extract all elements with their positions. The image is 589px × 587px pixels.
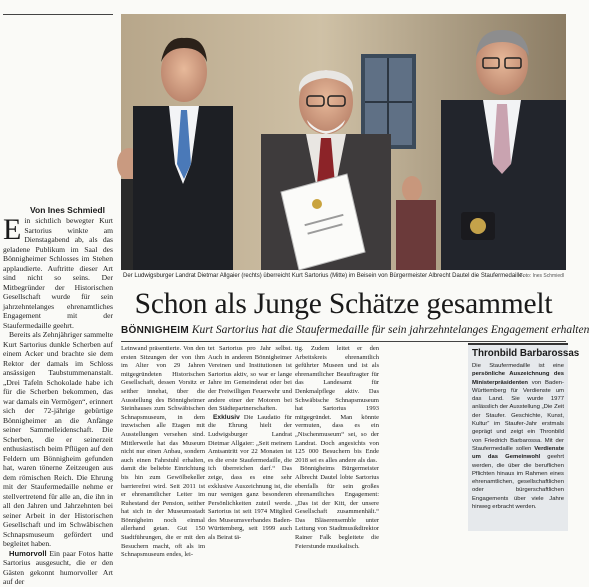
info-box-text	[472, 362, 564, 511]
top-rule	[3, 14, 113, 15]
photo-credit: Foto: Ines Schmiedl	[519, 273, 564, 279]
left-article-column	[0, 0, 116, 586]
column-2-text: tet Sartorius pro Jahr selbst. Auch in anderen Bönnigheimer Vereinen und Institutionen ist Sartorius aktiv, so war er lange Jahre im Gemeinderat oder bei der Freiwilligen Feuerwehr und andere einer der Motoren bei den Städtepartnerschaften.	[208, 345, 292, 413]
info-box-bold-1: persönliche Auszeichnung des Ministerpräsidenten	[472, 371, 564, 386]
photo-caption	[121, 270, 566, 282]
column-3-text: tig. Zudem leitet er den Arbeitskreis ehrenamtlich geführter Museen und ist als ehrenamtlicher Beauftragter für das Landesamt für Denkmalpflege aktiv. Das Schwäbische Schnapsmuseum hat Sartorius 1993 mitgegründet. Man könnte vermuten, dass es ein „Nischenmuseum“ sei, so der Landrat. Doch angesichts von 125 000 Besuchern bis Ende 2018 sei es alles andere als das.	[295, 345, 379, 464]
subheadline	[121, 323, 589, 338]
headline: Schon als Junge Schätze gesammelt	[134, 288, 553, 320]
runin-humorvoll: Humorvoll	[9, 548, 47, 558]
dropcap: E	[3, 213, 22, 246]
info-box-title: Thronbild Barbarossas	[472, 348, 580, 359]
photo-illustration	[121, 14, 566, 270]
column-1-text: Leinwand präsentierte. Von den ersten Sitzungen der von ihm im Alter von 29 Jahren mitgegründeten Historischen Gesellschaft, dessen Vorsitz er seither innehat, über die Ausstellung des Bönnigheimer Steinhauses zum Schwäbischen Schnapsmuseum, in dem inzwischen alle Etagen mit Ausstellungen versehen sind. Mittlerweile hat das Museum nicht nur einen Anbau, sondern auch einen Fahrstuhl erhalten, damit die beliebte Einrichtung bis hin zum Gewölbekeller barrierefrei wird. Seit 2011 ist er ehrenamtlicher Leiter im Ruhestand der Pension, seither hat sich in der Museumsstadt Bönnigheim noch einmal allerhand getan. Gut 150 Stadtführungen, die er mit den Besuchern macht, oft als im Schnapsmuseum endes, lei-	[121, 345, 205, 559]
subheadline-text: Kurt Sartorius hat die Staufermedaille für sein jahrzehntelanges Engagement erhalten	[191, 324, 589, 336]
info-box-bold-2: Verdienste um das Gemeinwohl	[472, 445, 564, 461]
headline-rule	[121, 341, 566, 342]
article-photo	[121, 14, 566, 270]
body-column-2	[208, 345, 292, 542]
info-box-text-2: von Baden-Württemberg für Verdienste um das Land. Sie wurde 1977 anlässlich der Ausstellung „Die Zeit der Staufer. Geschichte, Kunst, Kultur“ im Staufer-Jahr erstmals geprägt und zeigt ein Thronbild von Friedrich Barbarossa. Mit der Staufermedaille sollen	[472, 379, 564, 452]
body-column-3	[295, 345, 379, 550]
column-2-text-b: Die Laudatio für die Ehrung hielt der Ludwigsburger Landrat Dietmar Allgaier: „Seit meinem Amtsantritt vor 22 Monaten ist es die erste Staufermedaille, die ich überreichen darf.“ Das zeige, dass es eine sehr exklusive Auszeichnung ist, die nur wenigen ganz besonderen Persönlichkeiten zuteil werde. Sartorius ist seit 1974 Mitglied des Museumsverbandes Baden-Württemberg, seit 1999 auch als Beirat tä-	[208, 413, 292, 542]
intro-paragraph-1: in sichtlich bewegter Kurt Sartorius winkte am Dienstagabend ab, als das geladene Publikum im Saal des Bönnigheimer Schlosses im Stehen applaudierte. Auftritte dieser Art sind nicht so seins. Der Mitbegründer der Historischen Gesellschaft wurde für sein jahrzehntelanges ehrenamtliches Engagement mit der Staufermedaille geehrt.	[3, 216, 113, 330]
intro-text	[3, 213, 113, 587]
runin-exklusiv: Exklusiv	[213, 413, 240, 421]
column-3-text-b: Bönnigheims Bürgermeister Albrecht Dautel lobte Sartorius ebenfalls für sein großes ehrenamtliches Engagement: „Das ist der Kitt, der unsere Gesellschaft zusammenhält.“ Das Bläserensemble unter Leitung von Stadtmusikdirektor Rainer Falk begleitete die Feierstunde musikalisch.	[295, 465, 379, 550]
intro-paragraph-3: Ein paar Fotos hatte Sartorius ausgesucht, die er den Gästen gekonnt humorvoller Art auf der	[3, 548, 113, 586]
caption-text: Der Ludwigsburger Landrat Dietmar Allgaier (rechts) überreicht Kurt Sartorius (Mitte) im Beisein von Bürgermeister Albrecht Dautel die Staufermedaille.	[123, 273, 525, 279]
intro-paragraph-2: Bereits als Zehnjähriger sammelte Kurt Sartorius dunkle Scherben auf einem Acker und brachte sie dem Rektor der damals im Schloss ansässigen Taubstummenanstalt. „Drei Tafeln Schokolade habe ich für die Scherben bekommen, das war damals ein Vermögen“, erinnert sich der 72-jährige gebürtige Bönnigheimer an die Anfänge seiner Sammelleidenschaft. Die Scherben, die er seinerzeit enthusiastisch beim Pflügen auf den Feldern um Bönnigheim gefunden hat, waren tönerne Zeitzeugen aus dem römischen Reich. Die Ehrung mit der Staufermedaille nehme er stellvertretend für alle an, die ihn in all den Jahren und Jahrzehnten bei seiner Arbeit in der Historischen Gesellschaft und im Schwäbischen Schnapsmuseum gefördert und begleitet haben.	[3, 330, 113, 548]
dateline-location: BÖNNIGHEIM	[121, 325, 189, 336]
info-box-text-1: Die Staufermedaille ist eine	[472, 363, 564, 369]
info-box	[468, 345, 580, 531]
body-column-1	[121, 345, 205, 559]
info-box-text-3: geehrt werden, die über die beruflichen Pflichten hinaus im Rahmen eines ehrenamtlichen, gesellschaftlichen oder bürgerschaftlichen Engagements über viele Jahre hinweg erbracht werden.	[472, 454, 564, 511]
author-byline: Von Ines Schmiedl	[30, 205, 105, 215]
